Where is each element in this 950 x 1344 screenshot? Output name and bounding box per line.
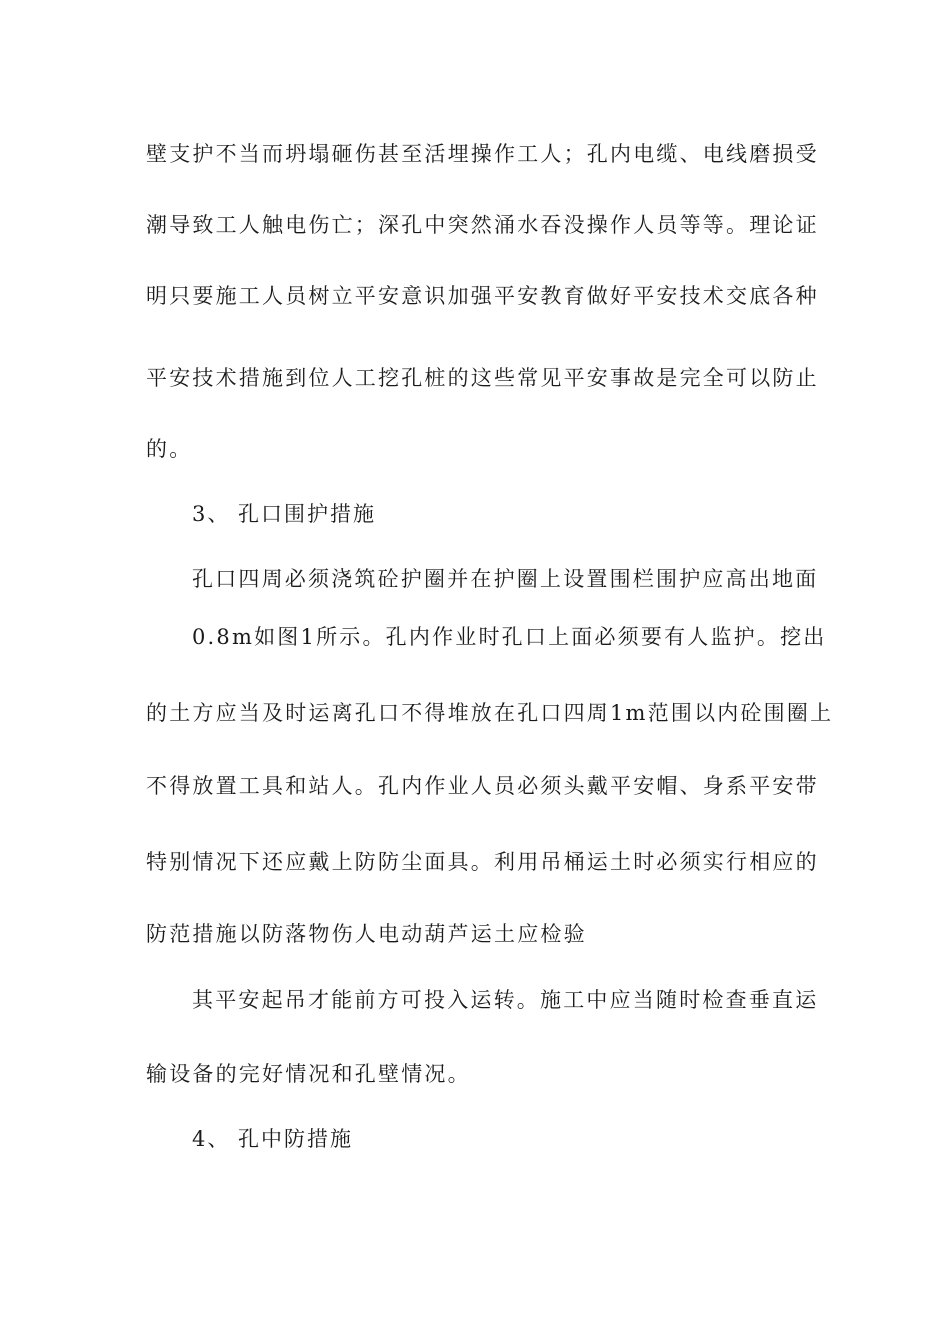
paragraph-line: 壁支护不当而坍塌砸伤甚至活埋操作工人；孔内电缆、电线磨损受 <box>146 142 819 166</box>
paragraph-line: 0.8m如图1所示。孔内作业时孔口上面必须要有人监护。挖出 <box>192 625 827 649</box>
section-heading-4 <box>192 1125 492 1153</box>
section-title: 孔口围护措施 <box>238 502 376 526</box>
paragraph-line: 输设备的完好情况和孔壁情况。 <box>146 1062 471 1086</box>
paragraph-line: 不得放置工具和站人。孔内作业人员必须头戴平安帽、身系平安带 <box>146 774 819 798</box>
paragraph-line: 特别情况下还应戴上防防尘面具。利用吊桶运土时必须实行相应的 <box>146 850 819 874</box>
paragraph-line: 的土方应当及时运离孔口不得堆放在孔口四周1m范围以内砼围圈上 <box>146 701 834 725</box>
paragraph-line: 潮导致工人触电伤亡；深孔中突然涌水吞没操作人员等等。理论证 <box>146 213 819 237</box>
paragraph-line: 平安技术措施到位人工挖孔桩的这些常见平安事故是完全可以防止 <box>146 366 819 390</box>
paragraph-line: 孔口四周必须浇筑砼护圈并在护圈上设置围栏围护应高出地面 <box>192 567 819 591</box>
paragraph-line: 明只要施工人员树立平安意识加强平安教育做好平安技术交底各种 <box>146 284 819 308</box>
paragraph-line: 其平安起吊才能前方可投入运转。施工中应当随时检查垂直运 <box>192 988 819 1012</box>
section-title: 孔中防措施 <box>238 1127 353 1151</box>
section-number: 3、 <box>192 502 231 526</box>
paragraph-line: 防范措施以防落物伤人电动葫芦运土应检验 <box>146 922 587 946</box>
section-heading-3 <box>192 500 492 528</box>
section-number: 4、 <box>192 1127 231 1151</box>
paragraph-line: 的。 <box>146 437 193 461</box>
